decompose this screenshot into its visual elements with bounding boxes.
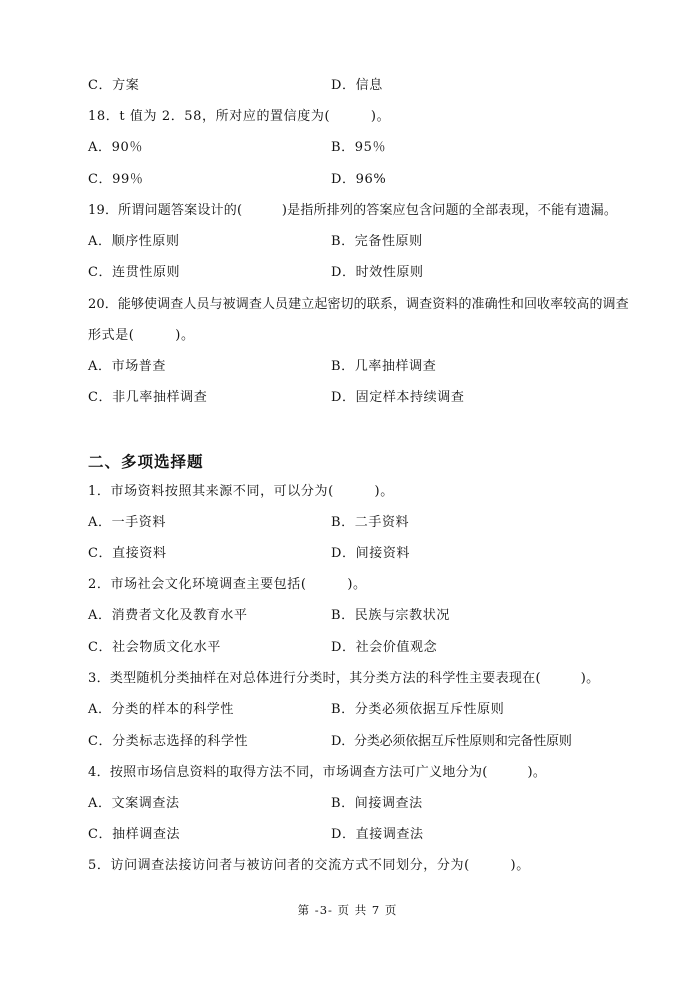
m3-option-a: A．分类的样本的科学性 <box>88 702 234 717</box>
m2-stem: 2．市场社会文化环境调查主要包括( )。 <box>88 577 367 592</box>
m1-option-a: A．一手资料 <box>88 515 166 530</box>
q18-option-a: A．90％ <box>88 140 143 155</box>
m3-stem: 3．类型随机分类抽样在对总体进行分类时，其分类方法的科学性主要表现在( )。 <box>88 671 600 686</box>
page-footer: 第 -3- 页 共 7 页 <box>297 903 398 917</box>
q19-option-b: B．完备性原则 <box>331 234 423 249</box>
q18-stem: 18．t 值为 2．58，所对应的置信度为( )。 <box>88 109 391 124</box>
q17-option-c: C．方案 <box>88 78 140 93</box>
q20-stem-line2: 形式是( )。 <box>88 328 195 343</box>
m1-option-b: B．二手资料 <box>331 515 410 530</box>
m4-option-a: A．文案调查法 <box>88 796 180 811</box>
q20-option-a: A．市场普查 <box>88 359 166 374</box>
m3-option-b: B．分类必须依据互斥性原则 <box>331 702 505 717</box>
m2-option-b: B．民族与宗教状况 <box>331 608 450 623</box>
m4-option-c: C．抽样调查法 <box>88 827 181 842</box>
m4-stem: 4．按照市场信息资料的取得方法不同，市场调查方法可广义地分为( )。 <box>88 765 547 780</box>
m2-option-c: C．社会物质文化水平 <box>88 640 221 655</box>
m4-option-b: B．间接调查法 <box>331 796 423 811</box>
section-title-multiple-choice: 二、多项选择题 <box>88 453 204 471</box>
q20-option-b: B．几率抽样调查 <box>331 359 437 374</box>
q19-option-d: D．时效性原则 <box>331 265 424 280</box>
q19-option-c: C．连贯性原则 <box>88 265 181 280</box>
m4-option-d: D．直接调查法 <box>331 827 424 842</box>
m2-option-a: A．消费者文化及教育水平 <box>88 608 248 623</box>
m1-option-d: D．间接资料 <box>331 546 411 561</box>
q18-option-b: B．95％ <box>331 140 387 155</box>
q17-option-d: D．信息 <box>331 78 383 93</box>
q18-option-c: C．99％ <box>88 172 144 187</box>
q19-stem: 19．所谓问题答案设计的( )是指所排列的答案应包含问题的全部表现，不能有遗漏。 <box>88 203 618 218</box>
m1-stem: 1．市场资料按照其来源不同，可以分为( )。 <box>88 484 394 499</box>
m5-stem: 5．访问调查法接访问者与被访问者的交流方式不同划分，分为( )。 <box>88 858 530 873</box>
q20-option-d: D．固定样本持续调查 <box>331 390 465 405</box>
q20-stem-line1: 20．能够使调查人员与被调查人员建立起密切的联系，调查资料的准确性和回收率较高的调查 <box>88 297 629 312</box>
m2-option-d: D．社会价值观念 <box>331 640 438 655</box>
m3-option-c: C．分类标志选择的科学性 <box>88 734 249 749</box>
m1-option-c: C．直接资料 <box>88 546 167 561</box>
q18-option-d: D．96% <box>331 172 387 187</box>
q20-option-c: C．非几率抽样调查 <box>88 390 208 405</box>
q19-option-a: A．顺序性原则 <box>88 234 180 249</box>
m3-option-d: D．分类必须依据互斥性原则和完备性原则 <box>331 734 572 749</box>
